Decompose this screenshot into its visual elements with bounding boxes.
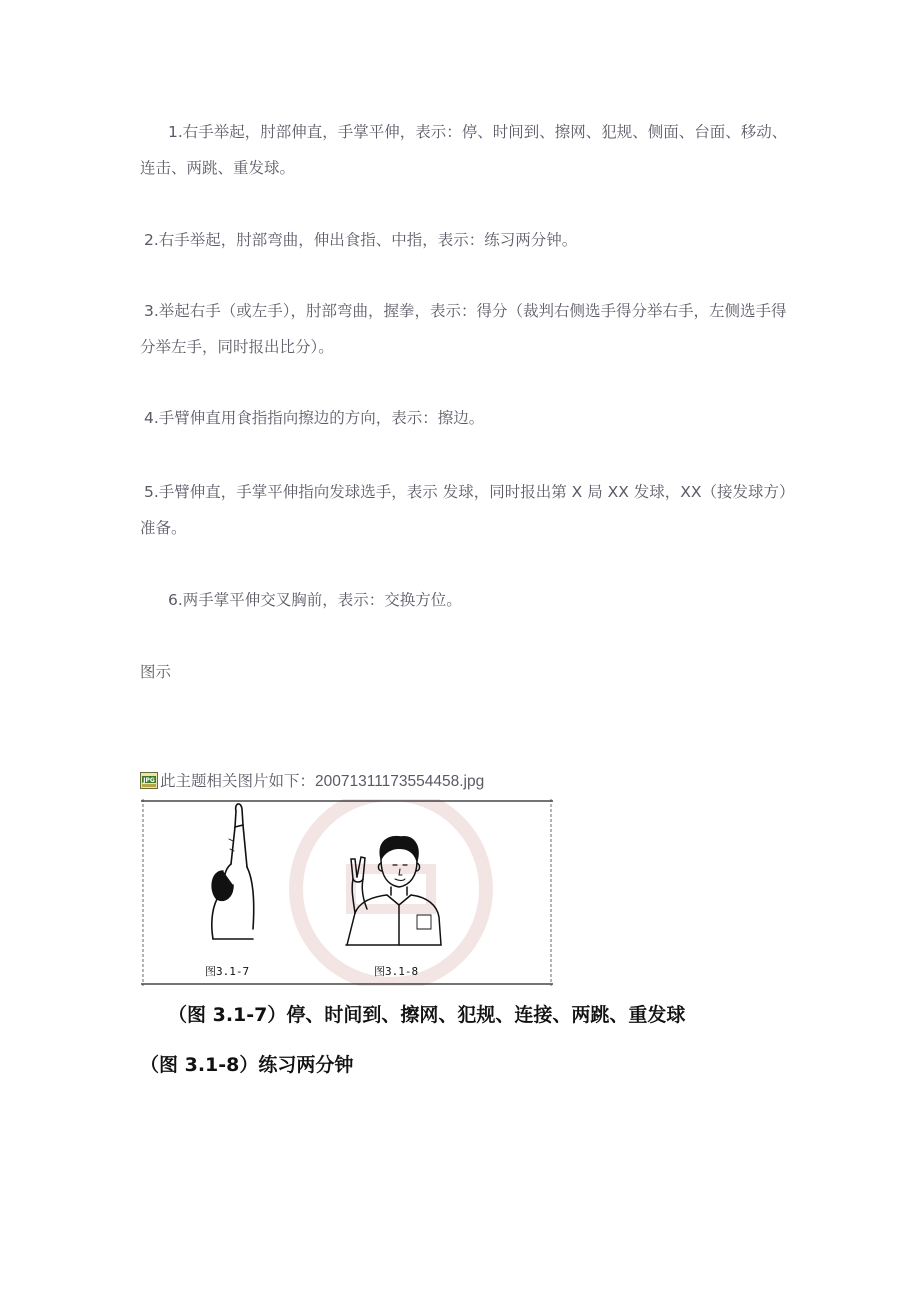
jpg-file-icon (140, 772, 158, 789)
rule-paragraph-1: 1.右手举起，肘部伸直，手掌平伸，表示：停、时间到、擦网、犯规、侧面、台面、移动、连击、两跳、重发球。 (140, 123, 788, 177)
attachment-text: 此主题相关图片如下：20071311173554458.jpg (160, 773, 485, 790)
figure-caption-3-1-8: 图3.1-8 (374, 965, 419, 978)
section-label: 图示 (140, 663, 172, 681)
jpg-icon-text: JPG (143, 776, 155, 784)
rule-paragraph-4: 4.手臂伸直用食指指向擦边的方向，表示：擦边。 (144, 409, 485, 427)
figure-description-3-1-8: （图 3.1-8）练习两分钟 (140, 1054, 354, 1076)
referee-signals-figure (141, 799, 553, 986)
figure-description-3-1-7: （图 3.1-7）停、时间到、擦网、犯规、连接、两跳、重发球 (168, 1004, 686, 1026)
attachment-link[interactable] (140, 768, 484, 792)
rule-paragraph-5: 5.手臂伸直，手掌平伸指向发球选手，表示 发球，同时报出第 X 局 XX 发球，XX（接发球方）准备。 (140, 483, 787, 537)
rule-paragraph-3: 3.举起右手（或左手），肘部弯曲，握拳，表示：得分（裁判右侧选手得分举右手，左侧选手得分举左手，同时报出比分）。 (140, 302, 787, 356)
rule-paragraph-6: 6.两手掌平伸交叉胸前，表示：交换方位。 (168, 591, 462, 609)
figure-caption-3-1-7: 图3.1-7 (205, 965, 250, 978)
rule-paragraph-2: 2.右手举起，肘部弯曲，伸出食指、中指，表示：练习两分钟。 (144, 231, 578, 249)
